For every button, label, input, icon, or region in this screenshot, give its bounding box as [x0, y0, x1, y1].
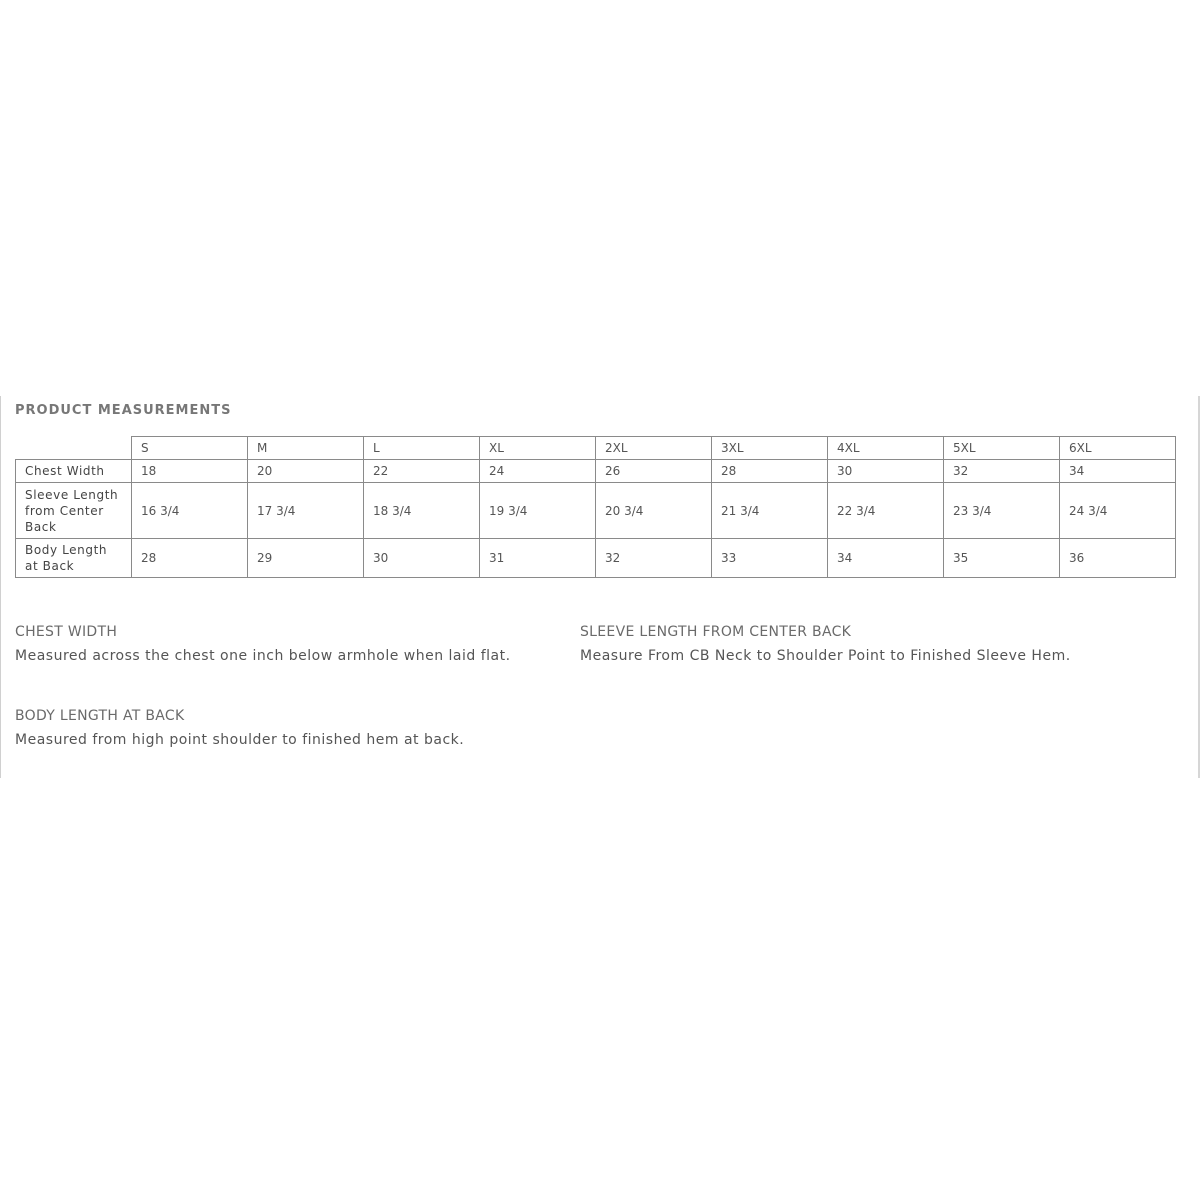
table-cell: 29	[248, 539, 364, 578]
table-cell: 16 3/4	[132, 483, 248, 539]
sleeve-length-text: Measure From CB Neck to Shoulder Point to Finished Sleeve Hem.	[580, 648, 1071, 664]
size-header-6xl: 6XL	[1060, 437, 1176, 460]
size-header-xl: XL	[480, 437, 596, 460]
section-title: PRODUCT MEASUREMENTS	[15, 403, 232, 418]
body-length-description	[15, 708, 464, 748]
table-cell: 19 3/4	[480, 483, 596, 539]
table-cell: 20	[248, 460, 364, 483]
chest-width-title: CHEST WIDTH	[15, 624, 118, 640]
table-cell: 36	[1060, 539, 1176, 578]
table-cell: 22	[364, 460, 480, 483]
size-header-s: S	[132, 437, 248, 460]
table-cell: 31	[480, 539, 596, 578]
size-header-5xl: 5XL	[944, 437, 1060, 460]
row-label: Sleeve Length from Center Back	[16, 483, 132, 539]
size-header-2xl: 2XL	[596, 437, 712, 460]
table-cell: 20 3/4	[596, 483, 712, 539]
table-cell: 30	[828, 460, 944, 483]
panel-left-border	[0, 396, 1, 778]
table-cell: 24	[480, 460, 596, 483]
body-length-title: BODY LENGTH AT BACK	[15, 708, 185, 724]
table-cell: 35	[944, 539, 1060, 578]
size-header-3xl: 3XL	[712, 437, 828, 460]
header-blank-cell	[16, 437, 132, 460]
table-cell: 21 3/4	[712, 483, 828, 539]
size-header-m: M	[248, 437, 364, 460]
table-cell: 32	[596, 539, 712, 578]
chest-width-description	[15, 624, 511, 664]
table-row-body-length	[16, 539, 1176, 578]
table-cell: 23 3/4	[944, 483, 1060, 539]
table-cell: 22 3/4	[828, 483, 944, 539]
table-cell: 32	[944, 460, 1060, 483]
table-cell: 26	[596, 460, 712, 483]
size-header-4xl: 4XL	[828, 437, 944, 460]
body-length-text: Measured from high point shoulder to finished hem at back.	[15, 732, 465, 748]
table-row-sleeve-length	[16, 483, 1176, 539]
row-label: Body Length at Back	[16, 539, 132, 578]
table-row-chest-width	[16, 460, 1176, 483]
size-chart-table	[15, 436, 1176, 578]
table-cell: 24 3/4	[1060, 483, 1176, 539]
size-header-row	[16, 437, 1176, 460]
size-header-l: L	[364, 437, 480, 460]
table-cell: 30	[364, 539, 480, 578]
table-cell: 18	[132, 460, 248, 483]
table-cell: 28	[712, 460, 828, 483]
row-label: Chest Width	[16, 460, 132, 483]
chest-width-text: Measured across the chest one inch below armhole when laid flat.	[15, 648, 511, 664]
sleeve-length-description	[580, 624, 1071, 664]
sleeve-length-title: SLEEVE LENGTH FROM CENTER BACK	[580, 624, 852, 640]
product-measurements-panel	[0, 396, 1200, 778]
table-cell: 34	[1060, 460, 1176, 483]
table-cell: 34	[828, 539, 944, 578]
table-cell: 28	[132, 539, 248, 578]
table-cell: 33	[712, 539, 828, 578]
table-cell: 18 3/4	[364, 483, 480, 539]
table-cell: 17 3/4	[248, 483, 364, 539]
